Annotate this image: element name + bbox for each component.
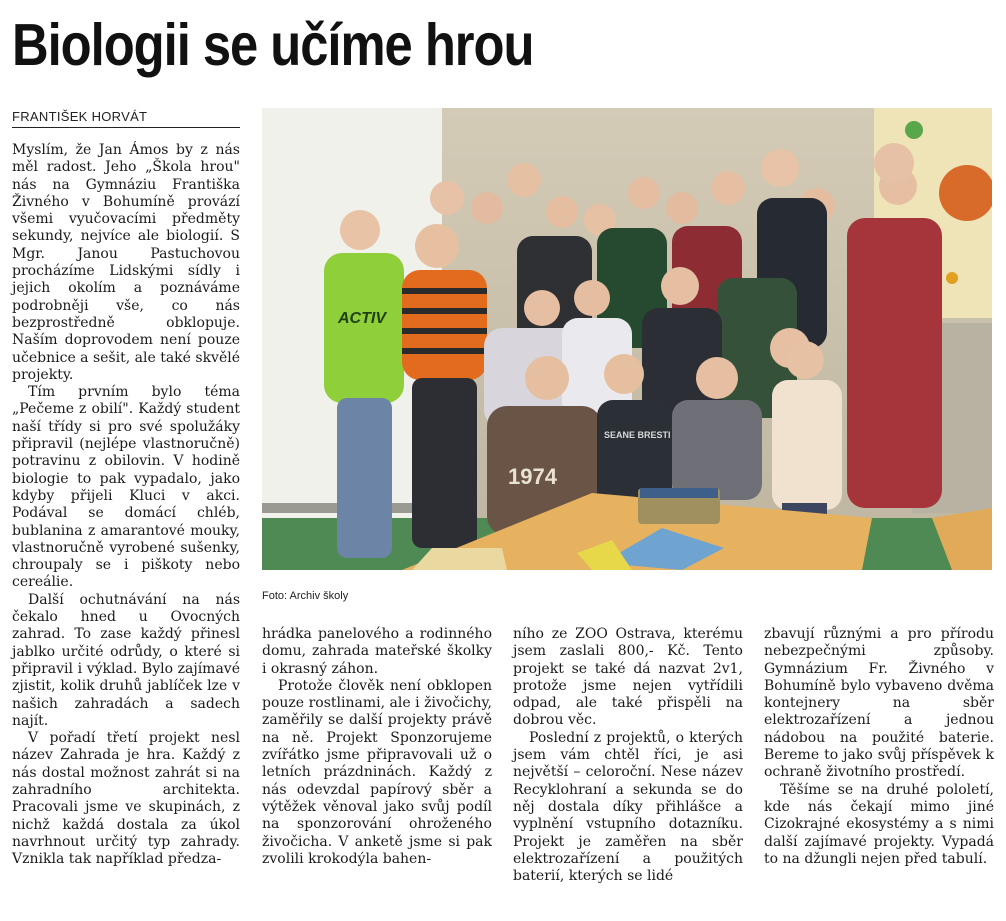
paragraph: Těšíme se na druhé pololetí, kde nás čekají mimo jiné Cizokrajné ekosystémy a s nimi další zajímavé projekty. Vypadá to na džungli nejen před tabulí. xyxy=(764,781,994,867)
headline: Biologii se učíme hrou xyxy=(12,12,534,78)
shirt-text-1974: 1974 xyxy=(508,464,557,489)
class-photo-illustration xyxy=(262,108,992,570)
text-column-1 xyxy=(12,142,240,868)
paragraph: ního ze ZOO Ostrava, kterému jsem zaslali 800,- Kč. Tento projekt se také dá nazvat 2v1, protože jsme nejen vytřídili odpad, ale také přispěli na dobrou věc. xyxy=(513,626,743,729)
shirt-text-brand: SEANE BRESTI xyxy=(604,430,671,440)
byline: FRANTIŠEK HORVÁT xyxy=(12,109,240,128)
class-photo xyxy=(262,108,992,570)
text-column-2 xyxy=(262,626,492,868)
shirt-text-activ: ACTIV xyxy=(338,310,386,327)
paragraph: hrádka panelového a rodinného domu, zahrada mateřské školky i okrasný záhon. xyxy=(262,626,492,677)
paragraph: Myslím, že Jan Ámos by z nás měl radost. Jeho „Škola hrou" nás na Gymnáziu Františka Živného v Bohumíně provází všemi vyučovacími předměty sekundy, nejvíce ale biologií. S Mgr. Janou Pastuchovou procházíme Lidskými sídly i jejich okolím a poznáváme podrobněji vše, co nás bezprostředně obklopuje. Naším doprovodem není pouze učebnice a sešit, ale také skvělé projekty. xyxy=(12,142,241,383)
paragraph: Tím prvním bylo téma „Pečeme z obilí". Každý student naší třídy si pro své spolužáky připravil (nejlépe vlastnoručně) potravinu z obilovin. V hodině biologie to pak vypadalo, jako kdyby přijeli Kluci v akci. Podával se domácí chléb, bublanina z amarantové mouky, vlastnoručně vyrobené sušenky, chroupaly se i piškoty nebo cereálie. xyxy=(12,384,240,591)
paragraph: Protože člověk není obklopen pouze rostlinami, ale i živočichy, zaměřily se další projekty právě na ně. Projekt Sponzorujeme zvířátko jsme připravovali už o letních prázdninách. Každý z nás odevzdal papírový sběr a výtěžek věnoval jako svůj podíl na sponzorování ohroženého živočicha. V anketě jsme si pak zvolili krokodýla bahen- xyxy=(262,677,492,867)
paragraph: V pořadí třetí projekt nesl název Zahrada je hra. Každý z nás dostal možnost zahrát si na zahradního architekta. Pracovali jsme ve skupinách, z nichž každá dostala za úkol navrhnout určitý typ zahrady. Vznikla tak například předza- xyxy=(12,730,240,868)
paragraph: Další ochutnávání na nás čekalo hned u Ovocných zahrad. To zase každý přinesl jablko určité odrůdy, o které si připravil i výklad. Bylo zajímavé zjistit, kolik druhů jablíček lze v našich zahradách a sadech najít. xyxy=(12,591,240,729)
paragraph: Poslední z projektů, o kterých jsem vám chtěl říci, je asi největší – celoroční. Nese název Recyklohraní a sekunda se do něj dostala díky přihlášce a vyplnění vstupního dotazníku. Projekt je zaměřen na sběr elektrozařízení a použitých baterií, kterých se lidé xyxy=(513,729,743,885)
text-column-4 xyxy=(764,626,994,868)
paragraph: zbavují různými a pro přírodu nebezpečnými způsoby. Gymnázium Fr. Živného v Bohumíně bylo vybaveno dvěma kontejnery na sběr elektrozařízení a jednou nádobou na použité baterie. Bereme to jako svůj příspěvek k ochraně životního prostředí. xyxy=(764,626,994,781)
text-column-3 xyxy=(513,626,743,885)
photo-caption: Foto: Archiv školy xyxy=(262,590,349,602)
